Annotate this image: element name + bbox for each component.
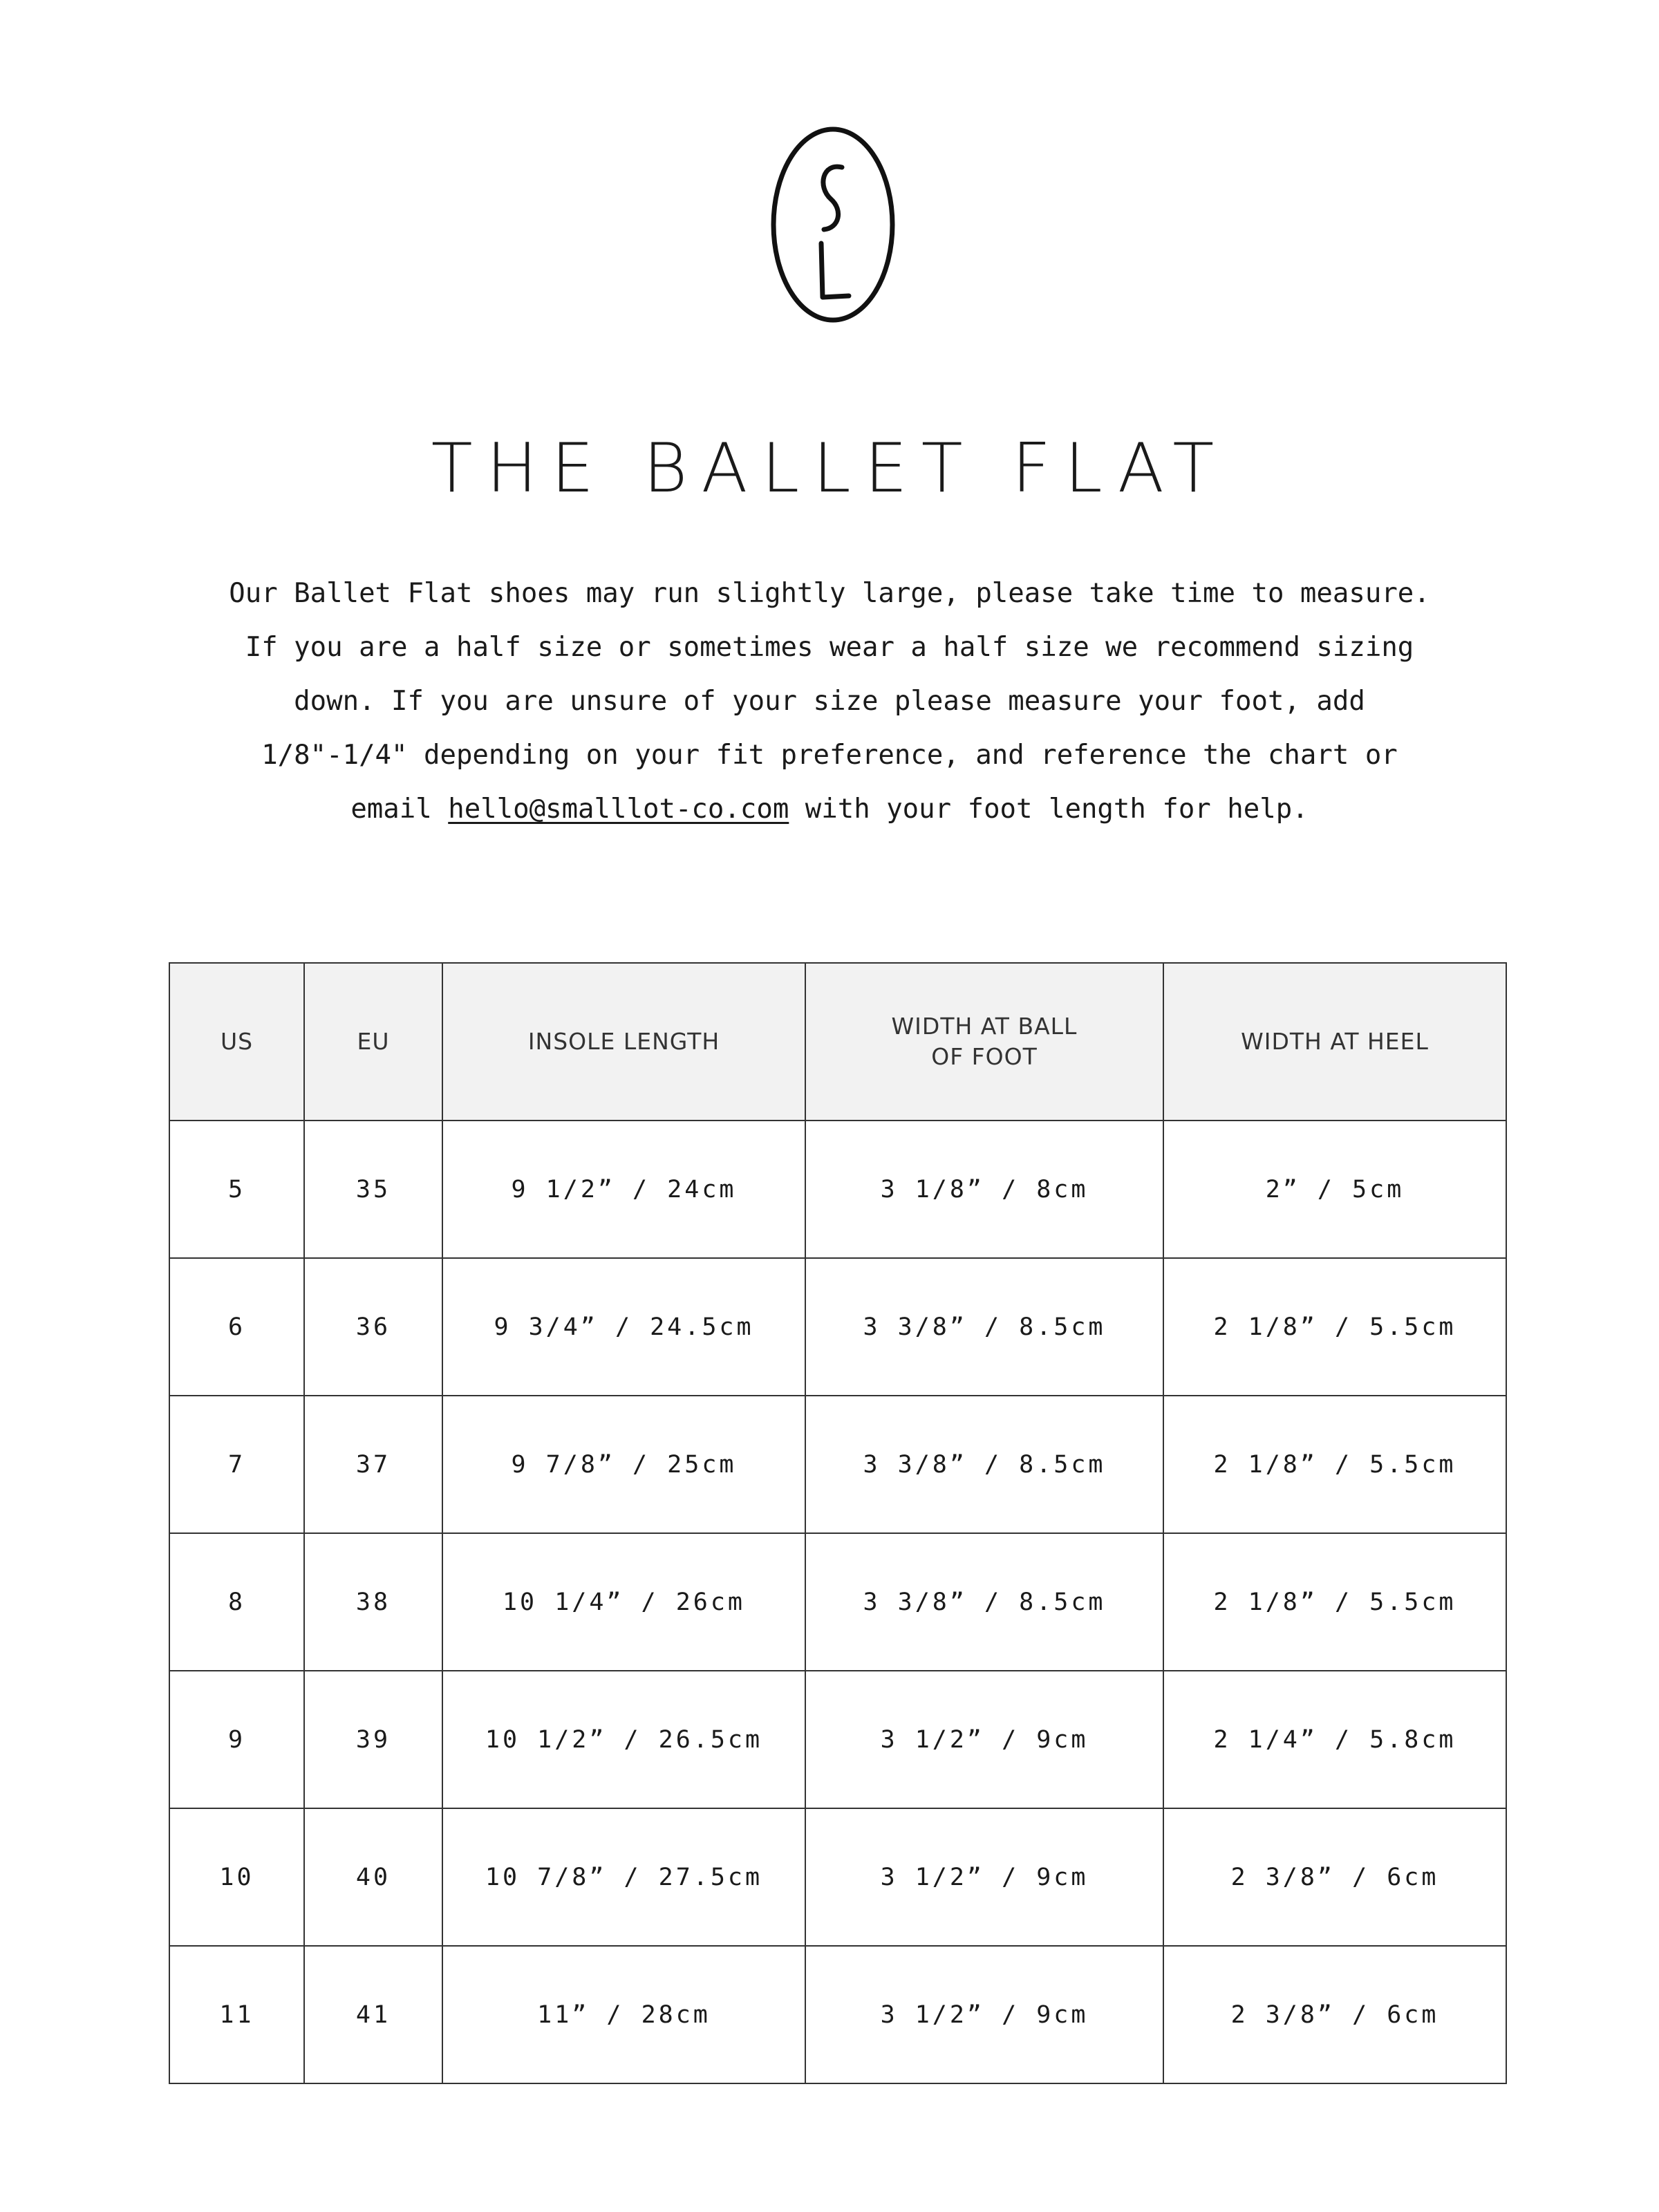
table-row (169, 1121, 1506, 1258)
cell-eu: 37 (304, 1396, 442, 1533)
table-row (169, 1946, 1506, 2083)
cell-us: 9 (169, 1671, 304, 1808)
cell-width-heel: 2 3/8” / 6cm (1163, 1808, 1506, 1946)
table-row (169, 1258, 1506, 1396)
column-header-insole-length: INSOLE LENGTH (442, 963, 805, 1121)
intro-text-before-email: Our Ballet Flat shoes may run slightly large, please take time to measure. If you are a half size or sometimes wear a half size we recommend sizing down. If you are unsure of your size please measure your foot, add 1/8"-1/4" depending on your fit preference, and reference the chart or email (229, 578, 1430, 825)
cell-eu: 35 (304, 1121, 442, 1258)
cell-insole-length: 9 1/2” / 24cm (442, 1121, 805, 1258)
column-header-us: US (169, 963, 304, 1121)
cell-eu: 41 (304, 1946, 442, 2083)
cell-width-ball: 3 3/8” / 8.5cm (805, 1258, 1163, 1396)
cell-insole-length: 11” / 28cm (442, 1946, 805, 2083)
cell-us: 8 (169, 1533, 304, 1671)
table-row (169, 1808, 1506, 1946)
cell-eu: 38 (304, 1533, 442, 1671)
intro-text-after-email: with your foot length for help. (789, 794, 1309, 825)
cell-width-ball: 3 3/8” / 8.5cm (805, 1533, 1163, 1671)
table-header-row (169, 963, 1506, 1121)
cell-us: 6 (169, 1258, 304, 1396)
cell-us: 5 (169, 1121, 304, 1258)
cell-us: 10 (169, 1808, 304, 1946)
cell-eu: 40 (304, 1808, 442, 1946)
cell-us: 7 (169, 1396, 304, 1533)
cell-width-heel: 2 3/8” / 6cm (1163, 1946, 1506, 2083)
cell-us: 11 (169, 1946, 304, 2083)
cell-width-heel: 2 1/8” / 5.5cm (1163, 1396, 1506, 1533)
table-row (169, 1671, 1506, 1808)
cell-insole-length: 10 1/2” / 26.5cm (442, 1671, 805, 1808)
sl-monogram-icon (767, 124, 899, 325)
cell-width-heel: 2” / 5cm (1163, 1121, 1506, 1258)
cell-insole-length: 10 1/4” / 26cm (442, 1533, 805, 1671)
column-header-eu: EU (304, 963, 442, 1121)
cell-width-heel: 2 1/8” / 5.5cm (1163, 1533, 1506, 1671)
cell-width-heel: 2 1/4” / 5.8cm (1163, 1671, 1506, 1808)
cell-insole-length: 9 7/8” / 25cm (442, 1396, 805, 1533)
cell-insole-length: 9 3/4” / 24.5cm (442, 1258, 805, 1396)
cell-insole-length: 10 7/8” / 27.5cm (442, 1808, 805, 1946)
table-row (169, 1396, 1506, 1533)
column-header-width-at-heel: WIDTH AT HEEL (1163, 963, 1506, 1121)
cell-width-ball: 3 1/2” / 9cm (805, 1946, 1163, 2083)
cell-width-ball: 3 1/2” / 9cm (805, 1671, 1163, 1808)
cell-eu: 36 (304, 1258, 442, 1396)
intro-paragraph (214, 567, 1445, 836)
cell-width-ball: 3 1/2” / 9cm (805, 1808, 1163, 1946)
cell-width-heel: 2 1/8” / 5.5cm (1163, 1258, 1506, 1396)
table-row (169, 1533, 1506, 1671)
size-chart-table (169, 962, 1507, 2084)
brand-logo (767, 124, 899, 325)
column-header-width-at-ball: WIDTH AT BALL OF FOOT (805, 963, 1163, 1121)
cell-width-ball: 3 3/8” / 8.5cm (805, 1396, 1163, 1533)
cell-width-ball: 3 1/8” / 8cm (805, 1121, 1163, 1258)
cell-eu: 39 (304, 1671, 442, 1808)
page-title: THE BALLET FLAT (431, 429, 1228, 508)
email-link[interactable]: hello@smalllot-co.com (448, 794, 789, 825)
